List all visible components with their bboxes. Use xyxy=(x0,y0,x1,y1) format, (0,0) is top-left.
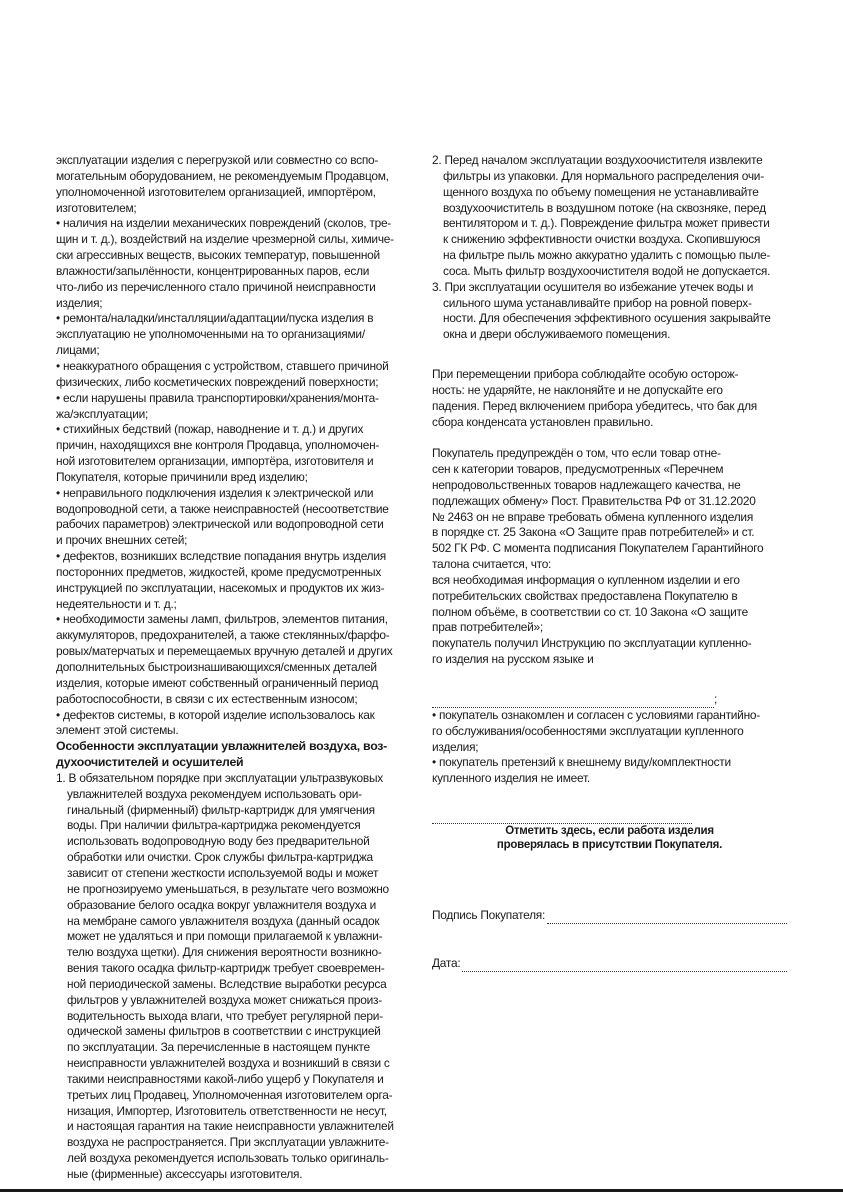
text-line: ной периодической замены. Вследствие выработки ресурса xyxy=(67,976,387,991)
text-line: щин и т. д.), воздействий на изделие чрезмерной силы, химиче- xyxy=(56,232,394,247)
text-line: лей воздуха рекомендуется использовать только оригиналь- xyxy=(67,1151,389,1166)
text-line: водительность выхода влаги, что требует регулярной пери- xyxy=(67,1008,383,1023)
text-line: и прочих внешних сетей; xyxy=(56,533,188,548)
text-line: увлажнителей воздуха рекомендуем использовать ори- xyxy=(67,786,362,801)
text-line: к снижению эффективности очистки воздуха. Скопившуюся xyxy=(443,232,761,247)
text-line: го изделия на русском языке и xyxy=(432,652,594,667)
text-line: работоспособности, в связи с их естественным износом; xyxy=(56,691,358,706)
text-line: изготовителем; xyxy=(56,200,137,215)
text-line: что-либо из перечисленного стало причиной неисправности xyxy=(56,279,376,294)
text-line: третьих лиц Продавец, Уполномоченная изготовителем орга- xyxy=(67,1087,393,1102)
text-line: эксплуатации изделия с перегрузкой или совместно со вспо- xyxy=(56,153,379,167)
intro-paragraph xyxy=(56,153,414,216)
text-line: в порядке ст. 25 Закона «О Защите прав потребителей» и ст. xyxy=(432,525,755,540)
text-line: такими неисправностями какой-либо ущерб у Покупателя и xyxy=(67,1071,384,1086)
text-line: • дефектов системы, в которой изделие использовалось как xyxy=(56,707,375,722)
text-line: • неаккуратного обращения с устройством, ставшего причиной xyxy=(56,358,389,373)
text-line: эксплуатацию не уполномоченными на то организациями/ xyxy=(56,327,365,342)
text-line: соса. Мыть фильтр воздухоочистителя водой не допускается. xyxy=(443,263,771,278)
text-line: подлежащих обмену» Пост. Правительства РФ от 31.12.2020 xyxy=(432,493,756,508)
text-line: может не удаляться и при помощи прилагаемой к увлажни- xyxy=(67,929,383,944)
text-line: воздухоочиститель в воздушном потоке (на сквозняке, перед xyxy=(443,200,766,215)
item-1-paragraph xyxy=(56,771,414,1183)
text-line: 502 ГК РФ. С момента подписания Покупателем Гарантийного xyxy=(432,541,764,556)
text-line: • покупатель ознакомлен и согласен с условиями гарантийно- xyxy=(432,707,760,722)
text-line: • необходимости замены ламп, фильтров, элементов питания, xyxy=(56,612,388,627)
text-line: могательным оборудованием, не рекомендуемым Продавцом, xyxy=(56,168,389,183)
text-line: вся необходимая информация о купленном изделии и его xyxy=(432,572,740,587)
text-line: недеятельности и т. д.; xyxy=(56,596,177,611)
left-column xyxy=(56,153,414,1183)
text-line: • если нарушены правила транспортировки/хранения/монта- xyxy=(56,390,379,405)
text-line: Отметить здесь, если работа изделия xyxy=(505,824,714,837)
text-line: 1. В обязательном порядке при эксплуатации ультразвуковых xyxy=(56,770,383,785)
signature-label: Подпись Покупателя: xyxy=(432,907,546,922)
text-line: потребительских свойствах предоставлена Покупателю в xyxy=(432,588,738,603)
text-line: прав потребителей»; xyxy=(432,620,543,635)
text-line: сбора конденсата установлен правильно. xyxy=(432,414,654,429)
text-line: фильтров у увлажнителей воздуха может снижаться произ- xyxy=(67,992,382,1007)
text-line: гинальный (фирменный) фильтр-картридж для умягчения xyxy=(67,802,375,817)
text-line: изделия, которые имеют собственный ограниченный период xyxy=(56,675,379,690)
text-line: • стихийных бедствий (пожар, наводнение и т. д.) и других xyxy=(56,422,364,437)
text-line: ность: не ударяйте, не наклоняйте и не допускайте его xyxy=(432,382,723,397)
text-line: рабочих параметров) электрической или водопроводной сети xyxy=(56,517,384,532)
text-line: по эксплуатации. За перечисленные в настоящем пункте xyxy=(67,1040,370,1055)
text-line: ски агрессивных веществ, высоких температур, повышенной xyxy=(56,248,380,263)
text-line: дополнительных быстроизнашивающихся/сменных деталей xyxy=(56,660,377,674)
exclusions-list xyxy=(56,216,414,739)
fill-line-end: ; xyxy=(714,692,718,706)
text-line: аккумуляторов, предохранителей, а также стеклянных/фарфо- xyxy=(56,628,390,643)
text-line: талона считается, что: xyxy=(432,557,552,572)
text-line: изделия; xyxy=(56,295,103,310)
text-line: проверялась в присутствии Покупателя. xyxy=(496,839,723,852)
text-line: № 2463 он не вправе требовать обмена купленного изделия xyxy=(432,509,754,524)
signature-field[interactable] xyxy=(547,912,787,924)
text-line: воды. При наличии фильтра-картриджа рекомендуется xyxy=(67,818,361,833)
text-line: Особенности эксплуатации увлажнителей воздуха, воз- xyxy=(56,739,387,754)
text-line: влажности/запылённости, концентрированных паров, если xyxy=(56,263,370,278)
text-line: ровых/матерчатых и перемещаемых вручную деталей и других xyxy=(56,644,393,659)
text-line: одической замены фильтров в соответствии с инструкцией xyxy=(67,1024,381,1039)
text-line: элемент этой системы. xyxy=(56,723,179,738)
text-line: не прогнозируемо уменьшаться, в результате чего возможно xyxy=(67,881,389,896)
text-line: ности. Для обеспечения эффективного осушения закрывайте xyxy=(443,311,771,326)
moving-paragraph xyxy=(432,367,787,430)
text-line: вения такого осадка фильтр-картридж требует своевремен- xyxy=(67,961,385,976)
text-line: инструкцией по эксплуатации, насекомых и продуктов их жиз- xyxy=(56,580,385,595)
date-field[interactable] xyxy=(462,960,787,972)
text-line: го обслуживания/особенностями эксплуатации купленного xyxy=(432,723,744,738)
signature-row xyxy=(432,908,787,924)
text-line: • неправильного подключения изделия к электрической или xyxy=(56,485,374,500)
text-line: вентилятором и т. д.). Повреждение фильтра может привести xyxy=(443,216,770,231)
mark-note xyxy=(432,824,787,853)
text-line: ные (фирменные) аксессуары изготовителя. xyxy=(67,1167,303,1181)
text-line: полном объёме, в соответствии со ст. 10 Закона «О защите xyxy=(432,604,748,619)
text-line: физических, либо косметических повреждений поверхности; xyxy=(56,374,379,389)
text-line: покупатель получил Инструкцию по эксплуатации купленно- xyxy=(432,636,752,651)
text-line: 3. При эксплуатации осушителя во избежание утечек воды и xyxy=(432,279,754,294)
text-line: на мембране самого увлажнителя воздуха (данный осадок xyxy=(67,913,380,928)
text-line: щенного воздуха по объему помещения не устанавливайте xyxy=(443,184,759,199)
instruction-fill-line[interactable] xyxy=(432,692,787,708)
text-line: ной изготовителем организации, импортёра, изготовителя и xyxy=(56,454,374,469)
text-line: непродовольственных товаров надлежащего качества, не xyxy=(432,477,741,492)
item-2-paragraph xyxy=(432,153,787,280)
section-heading xyxy=(56,739,414,771)
text-line: • покупатель претензий к внешнему виду/комплектности xyxy=(432,755,731,770)
text-line: сен к категории товаров, предусмотренных «Перечнем xyxy=(432,462,724,477)
text-line: зависит от степени жесткости используемой воды и может xyxy=(67,865,379,880)
date-label: Дата: xyxy=(432,955,461,970)
acknowledgement-list xyxy=(432,708,787,787)
text-line: фильтры из упаковки. Для нормального распределения очи- xyxy=(443,168,764,183)
text-line: • наличия на изделии механических повреждений (сколов, тре- xyxy=(56,216,392,231)
text-line: и настоящая гарантия на такие неисправности увлажнителей xyxy=(67,1119,394,1134)
text-line: 2. Перед началом эксплуатации воздухоочистителя извлеките xyxy=(432,153,763,167)
text-line: низация, Импортер, Изготовитель ответственности не несут, xyxy=(67,1103,387,1118)
mark-fill-line[interactable] xyxy=(432,811,692,824)
text-line: воздуха не распространяется. При эксплуатации увлажните- xyxy=(67,1135,389,1150)
text-line: падения. Перед включением прибора убедитесь, что бак для xyxy=(432,398,757,413)
text-line: купленного изделия не имеет. xyxy=(432,771,590,786)
text-line: • ремонта/наладки/инсталляции/адаптации/пуска изделия в xyxy=(56,311,374,326)
text-line: Покупатель предупреждён о том, что если товар отне- xyxy=(432,446,721,461)
text-line: сильного шума устанавливайте прибор на ровной поверх- xyxy=(443,295,752,310)
item-3-paragraph xyxy=(432,280,787,343)
text-line: Покупателя, которые причинили вред изделию; xyxy=(56,469,308,484)
text-line: уполномоченной изготовителем организацией, импортёром, xyxy=(56,184,376,199)
text-line: • дефектов, возникших вследствие попадания внутрь изделия xyxy=(56,549,386,564)
text-line: посторонних предметов, жидкостей, кроме предусмотренных xyxy=(56,564,382,579)
text-line: телю воздуха щетки). Для снижения вероятности возникно- xyxy=(67,945,382,960)
buyer-paragraph xyxy=(432,446,787,668)
text-line: обработки или очистки. Срок службы фильтра-картриджа xyxy=(67,850,373,865)
text-line: лицами; xyxy=(56,343,100,358)
text-line: изделия; xyxy=(432,739,479,754)
date-row xyxy=(432,956,787,972)
right-column xyxy=(432,153,787,972)
text-line: на фильтре пыль можно аккуратно удалить с помощью пыле- xyxy=(443,248,771,263)
text-line: жа/эксплуатации; xyxy=(56,406,149,421)
text-line: образование белого осадка вокруг увлажнителя воздуха и xyxy=(67,897,377,912)
text-line: При перемещении прибора соблюдайте особую осторож- xyxy=(432,366,739,381)
text-line: использовать водопроводную воду без предварительной xyxy=(67,834,370,849)
text-line: окна и двери обслуживаемого помещения. xyxy=(443,327,671,342)
text-line: неисправности увлажнителей воздуха и возникший в связи с xyxy=(67,1056,390,1071)
text-line: духоочистителей и осушителей xyxy=(56,755,244,770)
text-line: причин, находящихся вне контроля Продавца, уполномочен- xyxy=(56,438,380,453)
text-line: водопроводной сети, а также неисправностей (несоответствие xyxy=(56,501,389,516)
